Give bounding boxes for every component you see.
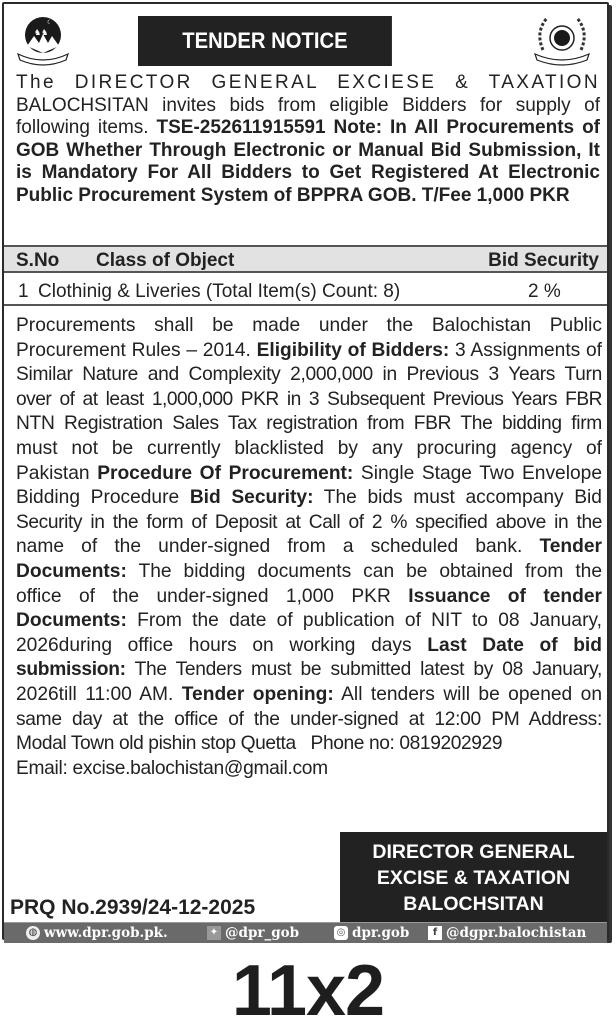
eligibility-heading: Eligibility of Bidders: — [256, 339, 450, 361]
text: The bids must accompany Bid — [313, 487, 602, 509]
facebook-link[interactable] — [428, 925, 586, 941]
twitter-handle: @dpr_gob — [225, 925, 300, 941]
text: office of the under-signed 1,000 PKR — [16, 585, 409, 607]
body-line: NTN Registration Sales Tax registration from FBR The bidding firm — [16, 413, 602, 435]
website-text: www.dpr.gob.pk. — [44, 925, 168, 941]
submission-heading: submission: — [16, 659, 126, 681]
svg-text:☾: ☾ — [47, 20, 53, 26]
instagram-icon: ◎ — [334, 926, 348, 940]
tender-details — [16, 314, 602, 781]
signatory-block — [340, 833, 607, 922]
intro-line-3 — [16, 117, 600, 140]
text: All tenders will be opened on — [333, 683, 602, 705]
body-line — [16, 339, 602, 364]
text: Pakistan — [16, 462, 98, 484]
body-line: Similar Nature and Complexity 2,000,000 in Previous 3 Years Turn — [16, 364, 602, 386]
signatory-line-2: EXCISE & TAXATION — [376, 867, 571, 889]
svg-text:♞♞: ♞♞ — [34, 28, 49, 37]
body-line — [16, 560, 602, 585]
address-phone-line: Modal Town old pishin stop Quetta Phone no: 0819202929 — [16, 733, 503, 755]
facebook-icon: f — [428, 926, 442, 940]
table-row — [4, 274, 607, 306]
balochistan-emblem-logo — [14, 10, 72, 68]
social-bar — [4, 922, 607, 943]
website-link[interactable] — [26, 925, 168, 941]
intro-line-2: BALOCHSITAN invites bids from eligible Bidders for supply of — [16, 94, 600, 116]
body-line — [16, 585, 602, 610]
body-line — [16, 683, 602, 708]
email-line[interactable]: Email: excise.balochistan@gmail.com — [16, 757, 328, 779]
instagram-handle: dpr.gob — [352, 925, 410, 941]
header-bid-security: Bid Security — [488, 250, 599, 271]
documents-heading: Documents: — [16, 610, 127, 632]
text: 2026during office hours on working days — [16, 634, 428, 656]
facebook-handle: @dgpr.balochistan — [446, 925, 587, 941]
ad-size-label: 11x2 — [231, 951, 385, 1031]
prq-number: PRQ No.2939/24-12-2025 — [10, 896, 256, 919]
tender-reference: TSE-252611915591 Note: In All Procurements of — [156, 117, 600, 138]
instagram-link[interactable] — [334, 925, 409, 941]
body-line — [16, 486, 602, 511]
globe-icon: ◍ — [26, 926, 40, 940]
body-line — [16, 462, 602, 487]
text: 3 Assignments of — [449, 339, 602, 361]
body-line — [16, 658, 602, 683]
intro-line-6: Public Procurement System of BPPRA GOB. T/Fee 1,000 PKR — [16, 184, 570, 206]
tender-notice-frame — [2, 2, 609, 940]
body-line: same day at the office of the under-signed at 12:00 PM Address: — [16, 708, 602, 730]
header-sno: S.No — [16, 250, 60, 271]
text: Single Stage Two Envelope — [353, 462, 602, 484]
header-class-of-object: Class of Object — [96, 250, 235, 271]
twitter-icon: ✦ — [207, 926, 221, 940]
procedure-heading: Procedure Of Procurement: — [97, 462, 354, 484]
intro-line-1: The DIRECTOR GENERAL EXCIESE & TAXATION — [16, 72, 600, 93]
intro-line-3-plain: following items. — [16, 117, 157, 138]
row-item: Clothinig & Liveries (Total Item(s) Count: 8) — [38, 281, 401, 302]
last-date-heading: Last Date of bid — [427, 634, 602, 656]
text: Bidding Procedure — [16, 487, 190, 509]
body-line — [16, 535, 602, 560]
text: Procurement Rules – 2014. — [16, 339, 257, 361]
documents-heading: Documents: — [16, 560, 127, 582]
bid-security-heading: Bid Security: — [189, 487, 314, 509]
issuance-heading: Issuance of tender — [408, 585, 602, 607]
body-line: must not be currently blacklisted by any procuring agency of — [16, 437, 602, 459]
text: From the date of publication of NIT to 08 January, — [126, 610, 602, 632]
items-table-header — [4, 245, 607, 273]
body-line: Procurements shall be made under the Balochistan Public — [16, 315, 602, 336]
page-title: TENDER NOTICE — [138, 16, 392, 66]
tender-opening-heading: Tender opening: — [181, 683, 334, 705]
body-line — [16, 609, 602, 634]
twitter-link[interactable] — [207, 925, 299, 941]
body-line: over of at least 1,000,000 PKR in 3 Subsequent Previous Years FBR — [16, 388, 602, 410]
text: The bidding documents can be obtained from the — [126, 560, 602, 582]
body-line — [16, 634, 602, 659]
signatory-line-3: BALOCHSITAN — [403, 893, 544, 915]
text: 2026till 11:00 AM. — [16, 683, 182, 705]
intro-line-4: GOB Whether Through Electronic or Manual Bid Submission, It — [16, 139, 600, 161]
header — [4, 4, 607, 70]
text: The Tenders must be submitted latest by 08 January, — [125, 659, 602, 681]
row-bid-security: 2 % — [528, 281, 561, 302]
body-line: Security in the form of Deposit at Call of 2 % specified above in the — [16, 511, 602, 533]
tender-documents-heading: Tender — [539, 536, 602, 558]
intro-paragraph — [16, 72, 600, 207]
intro-line-5: is Mandatory For All Bidders to Get Registered At Electronic — [16, 162, 600, 183]
excise-department-emblem-logo — [527, 10, 597, 68]
row-sno: 1 — [18, 281, 29, 302]
signatory-line-1: DIRECTOR GENERAL — [372, 841, 575, 863]
text: name of the under-signed from a scheduled bank. — [16, 536, 540, 558]
